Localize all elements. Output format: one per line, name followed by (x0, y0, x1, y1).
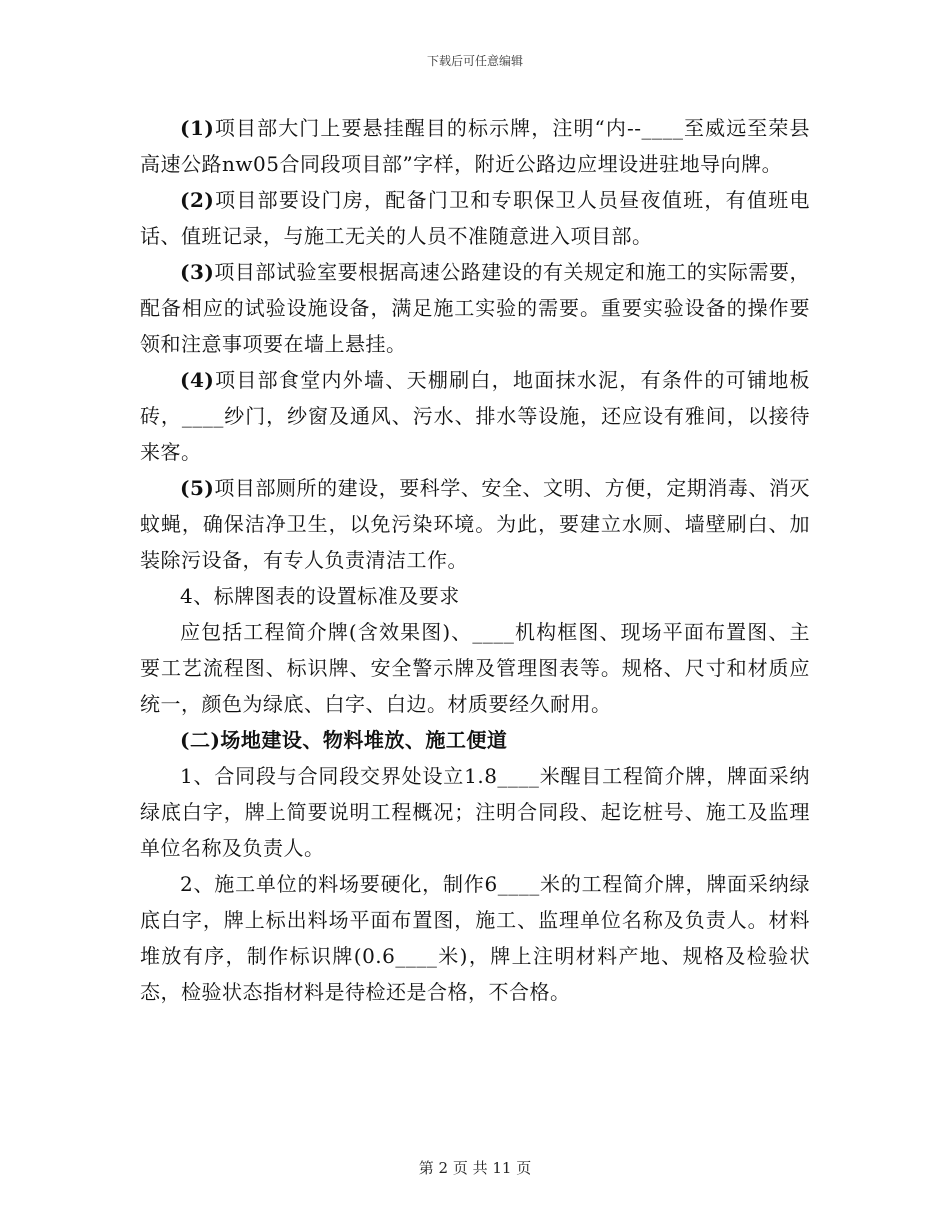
section-heading-site-construction: (二)场地建设、物料堆放、施工便道 (180, 728, 508, 752)
item-number: (5) (180, 476, 215, 500)
paragraph-text: 项目部大门上要悬挂醒目的标示牌，注明“内--____至威远至荣县高速公路nw05合同段项目部”字样，附近公路边应埋设进驻地导向牌。 (140, 116, 810, 176)
paragraph-3 (140, 254, 810, 362)
item-number: (4) (180, 368, 215, 392)
paragraph-text: 项目部厕所的建设，要科学、安全、文明、方便，定期消毒、消灭蚊蝇，确保洁净卫生，以免污染环境。为此，要建立水厕、墙壁刷白、加装除污设备，有专人负责清洁工作。 (140, 476, 810, 572)
paragraph-text: 项目部要设门房，配备门卫和专职保卫人员昼夜值班，有值班电话、值班记录，与施工无关的人员不准随意进入项目部。 (140, 188, 810, 248)
paragraph-item-1: 1、合同段与合同段交界处设立1.8____米醒目工程简介牌，牌面采纳绿底白字，牌上简要说明工程概况；注明合同段、起讫桩号、施工及监理单位名称及负责人。 (140, 764, 810, 860)
section-heading-signage: 4、标牌图表的设置标准及要求 (180, 584, 460, 608)
paragraph-4 (140, 362, 810, 470)
paragraph-text: 项目部食堂内外墙、天棚刷白，地面抹水泥，有条件的可铺地板砖，____纱门，纱窗及通风、污水、排水等设施，还应设有雅间，以接待来客。 (140, 368, 810, 464)
paragraph-item-2: 2、施工单位的料场要硬化，制作6____米的工程简介牌，牌面采纳绿底白字，牌上标出料场平面布置图，施工、监理单位名称及负责人。材料堆放有序，制作标识牌(0.6____米)，牌上注明材料产地、规格及检验状态，检验状态指材料是待检还是合格，不合格。 (140, 872, 810, 1004)
paragraph-signage-content: 应包括工程简介牌(含效果图)、____机构框图、现场平面布置图、主要工艺流程图、标识牌、安全警示牌及管理图表等。规格、尺寸和材质应统一，颜色为绿底、白字、白边。材质要经久耐用。 (140, 620, 810, 716)
paragraph-2 (140, 182, 810, 254)
paragraph-text: 项目部试验室要根据高速公路建设的有关规定和施工的实际需要，配备相应的试验设施设备，满足施工实验的需要。重要实验设备的操作要领和注意事项要在墙上悬挂。 (140, 260, 810, 356)
item-number: (1) (180, 116, 215, 140)
paragraph-1 (140, 110, 810, 182)
paragraph-5 (140, 470, 810, 578)
item-number: (3) (180, 260, 215, 284)
page-header: 下载后可任意编辑 (426, 54, 523, 68)
page-number-footer: 第 2 页 共 11 页 (418, 1159, 532, 1177)
item-number: (2) (180, 188, 215, 212)
document-body (140, 110, 810, 1010)
